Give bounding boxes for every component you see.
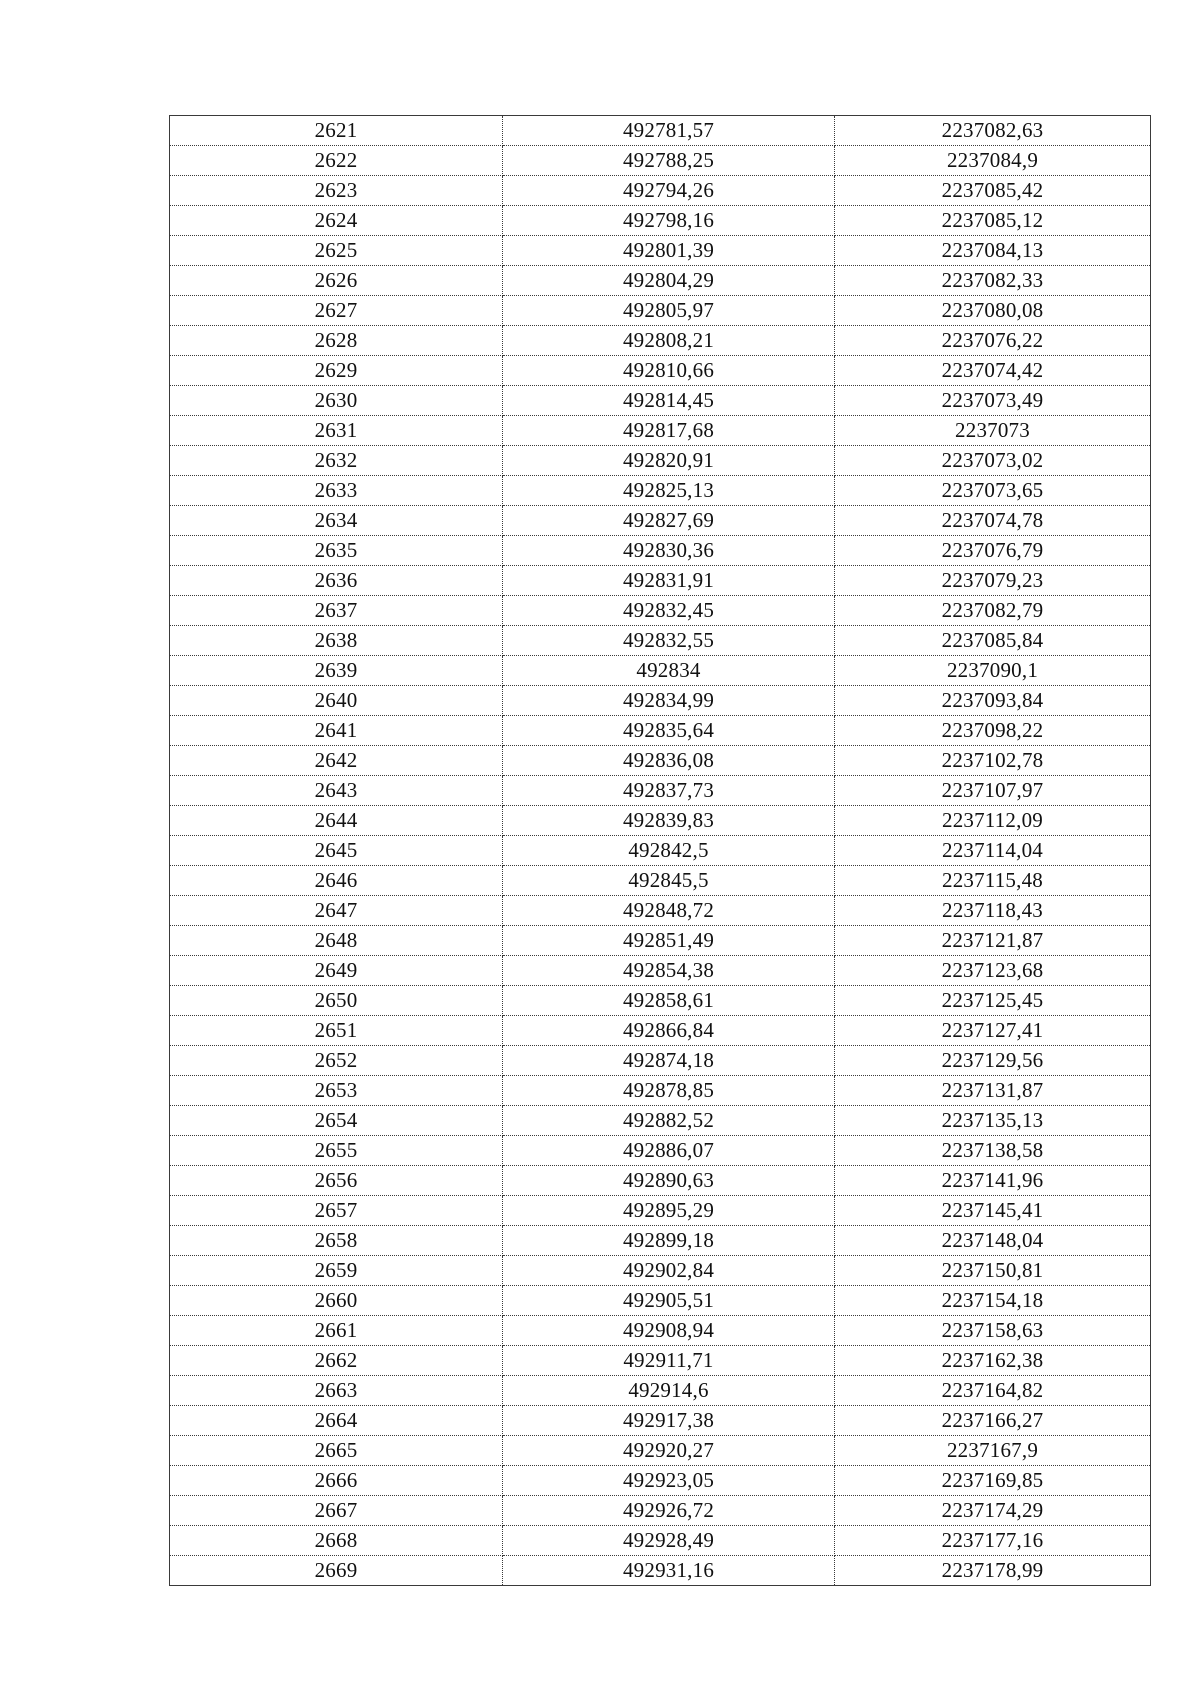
y-coordinate-cell: 2237125,45 — [835, 986, 1151, 1016]
point-number-cell: 2632 — [170, 446, 503, 476]
x-coordinate-cell: 492801,39 — [503, 236, 835, 266]
y-coordinate-cell: 2237107,97 — [835, 776, 1151, 806]
x-coordinate-cell: 492882,52 — [503, 1106, 835, 1136]
table-row — [170, 806, 1151, 836]
y-coordinate-cell: 2237178,99 — [835, 1556, 1151, 1586]
y-coordinate-cell: 2237131,87 — [835, 1076, 1151, 1106]
table-row — [170, 866, 1151, 896]
point-number-cell: 2639 — [170, 656, 503, 686]
point-number-cell: 2622 — [170, 146, 503, 176]
table-row — [170, 176, 1151, 206]
y-coordinate-cell: 2237167,9 — [835, 1436, 1151, 1466]
point-number-cell: 2625 — [170, 236, 503, 266]
table-row — [170, 1166, 1151, 1196]
point-number-cell: 2623 — [170, 176, 503, 206]
y-coordinate-cell: 2237174,29 — [835, 1496, 1151, 1526]
x-coordinate-cell: 492845,5 — [503, 866, 835, 896]
x-coordinate-cell: 492899,18 — [503, 1226, 835, 1256]
x-coordinate-cell: 492905,51 — [503, 1286, 835, 1316]
point-number-cell: 2651 — [170, 1016, 503, 1046]
table-row — [170, 536, 1151, 566]
x-coordinate-cell: 492808,21 — [503, 326, 835, 356]
y-coordinate-cell: 2237076,22 — [835, 326, 1151, 356]
x-coordinate-cell: 492854,38 — [503, 956, 835, 986]
y-coordinate-cell: 2237102,78 — [835, 746, 1151, 776]
y-coordinate-cell: 2237090,1 — [835, 656, 1151, 686]
y-coordinate-cell: 2237145,41 — [835, 1196, 1151, 1226]
x-coordinate-cell: 492805,97 — [503, 296, 835, 326]
y-coordinate-cell: 2237164,82 — [835, 1376, 1151, 1406]
x-coordinate-cell: 492817,68 — [503, 416, 835, 446]
point-number-cell: 2621 — [170, 116, 503, 146]
x-coordinate-cell: 492781,57 — [503, 116, 835, 146]
table-row — [170, 1256, 1151, 1286]
x-coordinate-cell: 492836,08 — [503, 746, 835, 776]
table-row — [170, 836, 1151, 866]
point-number-cell: 2649 — [170, 956, 503, 986]
x-coordinate-cell: 492820,91 — [503, 446, 835, 476]
table-row — [170, 1196, 1151, 1226]
table-row — [170, 956, 1151, 986]
x-coordinate-cell: 492804,29 — [503, 266, 835, 296]
y-coordinate-cell: 2237082,33 — [835, 266, 1151, 296]
table-row — [170, 986, 1151, 1016]
y-coordinate-cell: 2237084,13 — [835, 236, 1151, 266]
x-coordinate-cell: 492931,16 — [503, 1556, 835, 1586]
point-number-cell: 2654 — [170, 1106, 503, 1136]
point-number-cell: 2643 — [170, 776, 503, 806]
x-coordinate-cell: 492830,36 — [503, 536, 835, 566]
point-number-cell: 2660 — [170, 1286, 503, 1316]
x-coordinate-cell: 492837,73 — [503, 776, 835, 806]
y-coordinate-cell: 2237079,23 — [835, 566, 1151, 596]
table-row — [170, 296, 1151, 326]
point-number-cell: 2663 — [170, 1376, 503, 1406]
y-coordinate-cell: 2237073,49 — [835, 386, 1151, 416]
table-row — [170, 1436, 1151, 1466]
point-number-cell: 2664 — [170, 1406, 503, 1436]
table-row — [170, 896, 1151, 926]
y-coordinate-cell: 2237074,42 — [835, 356, 1151, 386]
point-number-cell: 2668 — [170, 1526, 503, 1556]
table-row — [170, 206, 1151, 236]
y-coordinate-cell: 2237093,84 — [835, 686, 1151, 716]
table-row — [170, 686, 1151, 716]
y-coordinate-cell: 2237150,81 — [835, 1256, 1151, 1286]
point-number-cell: 2650 — [170, 986, 503, 1016]
x-coordinate-cell: 492851,49 — [503, 926, 835, 956]
point-number-cell: 2667 — [170, 1496, 503, 1526]
table-row — [170, 596, 1151, 626]
point-number-cell: 2662 — [170, 1346, 503, 1376]
y-coordinate-cell: 2237138,58 — [835, 1136, 1151, 1166]
y-coordinate-cell: 2237076,79 — [835, 536, 1151, 566]
y-coordinate-cell: 2237084,9 — [835, 146, 1151, 176]
x-coordinate-cell: 492839,83 — [503, 806, 835, 836]
point-number-cell: 2657 — [170, 1196, 503, 1226]
point-number-cell: 2635 — [170, 536, 503, 566]
y-coordinate-cell: 2237115,48 — [835, 866, 1151, 896]
table-row — [170, 926, 1151, 956]
table-row — [170, 1016, 1151, 1046]
x-coordinate-cell: 492895,29 — [503, 1196, 835, 1226]
x-coordinate-cell: 492928,49 — [503, 1526, 835, 1556]
y-coordinate-cell: 2237082,63 — [835, 116, 1151, 146]
table-row — [170, 566, 1151, 596]
point-number-cell: 2630 — [170, 386, 503, 416]
point-number-cell: 2624 — [170, 206, 503, 236]
table-row — [170, 266, 1151, 296]
point-number-cell: 2644 — [170, 806, 503, 836]
x-coordinate-cell: 492866,84 — [503, 1016, 835, 1046]
point-number-cell: 2669 — [170, 1556, 503, 1586]
table-row — [170, 386, 1151, 416]
x-coordinate-cell: 492920,27 — [503, 1436, 835, 1466]
table-row — [170, 1376, 1151, 1406]
table-row — [170, 1046, 1151, 1076]
x-coordinate-cell: 492848,72 — [503, 896, 835, 926]
y-coordinate-cell: 2237154,18 — [835, 1286, 1151, 1316]
x-coordinate-cell: 492814,45 — [503, 386, 835, 416]
y-coordinate-cell: 2237074,78 — [835, 506, 1151, 536]
x-coordinate-cell: 492831,91 — [503, 566, 835, 596]
table-row — [170, 1226, 1151, 1256]
x-coordinate-cell: 492810,66 — [503, 356, 835, 386]
x-coordinate-cell: 492858,61 — [503, 986, 835, 1016]
y-coordinate-cell: 2237114,04 — [835, 836, 1151, 866]
x-coordinate-cell: 492835,64 — [503, 716, 835, 746]
x-coordinate-cell: 492788,25 — [503, 146, 835, 176]
y-coordinate-cell: 2237073,02 — [835, 446, 1151, 476]
x-coordinate-cell: 492890,63 — [503, 1166, 835, 1196]
x-coordinate-cell: 492827,69 — [503, 506, 835, 536]
table-row — [170, 656, 1151, 686]
point-number-cell: 2655 — [170, 1136, 503, 1166]
table-row — [170, 1496, 1151, 1526]
x-coordinate-cell: 492878,85 — [503, 1076, 835, 1106]
table-row — [170, 446, 1151, 476]
y-coordinate-cell: 2237129,56 — [835, 1046, 1151, 1076]
point-number-cell: 2633 — [170, 476, 503, 506]
table-row — [170, 626, 1151, 656]
point-number-cell: 2641 — [170, 716, 503, 746]
y-coordinate-cell: 2237123,68 — [835, 956, 1151, 986]
x-coordinate-cell: 492832,55 — [503, 626, 835, 656]
table-row — [170, 476, 1151, 506]
x-coordinate-cell: 492911,71 — [503, 1346, 835, 1376]
x-coordinate-cell: 492914,6 — [503, 1376, 835, 1406]
x-coordinate-cell: 492834 — [503, 656, 835, 686]
point-number-cell: 2646 — [170, 866, 503, 896]
y-coordinate-cell: 2237148,04 — [835, 1226, 1151, 1256]
y-coordinate-cell: 2237141,96 — [835, 1166, 1151, 1196]
point-number-cell: 2638 — [170, 626, 503, 656]
y-coordinate-cell: 2237158,63 — [835, 1316, 1151, 1346]
point-number-cell: 2666 — [170, 1466, 503, 1496]
point-number-cell: 2665 — [170, 1436, 503, 1466]
point-number-cell: 2628 — [170, 326, 503, 356]
table-row — [170, 1556, 1151, 1586]
x-coordinate-cell: 492923,05 — [503, 1466, 835, 1496]
point-number-cell: 2627 — [170, 296, 503, 326]
point-number-cell: 2640 — [170, 686, 503, 716]
table-row — [170, 1076, 1151, 1106]
point-number-cell: 2659 — [170, 1256, 503, 1286]
point-number-cell: 2647 — [170, 896, 503, 926]
point-number-cell: 2634 — [170, 506, 503, 536]
table-row — [170, 1466, 1151, 1496]
table-row — [170, 1526, 1151, 1556]
point-number-cell: 2653 — [170, 1076, 503, 1106]
table-row — [170, 506, 1151, 536]
y-coordinate-cell: 2237162,38 — [835, 1346, 1151, 1376]
y-coordinate-cell: 2237085,42 — [835, 176, 1151, 206]
point-number-cell: 2652 — [170, 1046, 503, 1076]
point-number-cell: 2637 — [170, 596, 503, 626]
x-coordinate-cell: 492908,94 — [503, 1316, 835, 1346]
table-row — [170, 716, 1151, 746]
y-coordinate-cell: 2237121,87 — [835, 926, 1151, 956]
x-coordinate-cell: 492902,84 — [503, 1256, 835, 1286]
x-coordinate-cell: 492874,18 — [503, 1046, 835, 1076]
table-row — [170, 776, 1151, 806]
x-coordinate-cell: 492794,26 — [503, 176, 835, 206]
x-coordinate-cell: 492798,16 — [503, 206, 835, 236]
coordinates-table — [169, 115, 1151, 1586]
table-row — [170, 116, 1151, 146]
x-coordinate-cell: 492842,5 — [503, 836, 835, 866]
x-coordinate-cell: 492832,45 — [503, 596, 835, 626]
table-row — [170, 356, 1151, 386]
x-coordinate-cell: 492886,07 — [503, 1136, 835, 1166]
point-number-cell: 2636 — [170, 566, 503, 596]
y-coordinate-cell: 2237085,12 — [835, 206, 1151, 236]
table-row — [170, 1316, 1151, 1346]
point-number-cell: 2658 — [170, 1226, 503, 1256]
y-coordinate-cell: 2237127,41 — [835, 1016, 1151, 1046]
point-number-cell: 2656 — [170, 1166, 503, 1196]
y-coordinate-cell: 2237135,13 — [835, 1106, 1151, 1136]
table-row — [170, 326, 1151, 356]
x-coordinate-cell: 492834,99 — [503, 686, 835, 716]
point-number-cell: 2626 — [170, 266, 503, 296]
table-row — [170, 1106, 1151, 1136]
y-coordinate-cell: 2237073,65 — [835, 476, 1151, 506]
y-coordinate-cell: 2237166,27 — [835, 1406, 1151, 1436]
point-number-cell: 2631 — [170, 416, 503, 446]
table-row — [170, 1136, 1151, 1166]
y-coordinate-cell: 2237112,09 — [835, 806, 1151, 836]
table-row — [170, 416, 1151, 446]
point-number-cell: 2629 — [170, 356, 503, 386]
y-coordinate-cell: 2237098,22 — [835, 716, 1151, 746]
x-coordinate-cell: 492926,72 — [503, 1496, 835, 1526]
x-coordinate-cell: 492825,13 — [503, 476, 835, 506]
y-coordinate-cell: 2237118,43 — [835, 896, 1151, 926]
x-coordinate-cell: 492917,38 — [503, 1406, 835, 1436]
table-row — [170, 746, 1151, 776]
table-row — [170, 146, 1151, 176]
coordinates-table-body — [170, 116, 1151, 1586]
y-coordinate-cell: 2237080,08 — [835, 296, 1151, 326]
table-row — [170, 1286, 1151, 1316]
y-coordinate-cell: 2237073 — [835, 416, 1151, 446]
point-number-cell: 2645 — [170, 836, 503, 866]
y-coordinate-cell: 2237177,16 — [835, 1526, 1151, 1556]
point-number-cell: 2642 — [170, 746, 503, 776]
y-coordinate-cell: 2237169,85 — [835, 1466, 1151, 1496]
point-number-cell: 2661 — [170, 1316, 503, 1346]
y-coordinate-cell: 2237082,79 — [835, 596, 1151, 626]
table-row — [170, 236, 1151, 266]
table-row — [170, 1346, 1151, 1376]
point-number-cell: 2648 — [170, 926, 503, 956]
table-row — [170, 1406, 1151, 1436]
y-coordinate-cell: 2237085,84 — [835, 626, 1151, 656]
